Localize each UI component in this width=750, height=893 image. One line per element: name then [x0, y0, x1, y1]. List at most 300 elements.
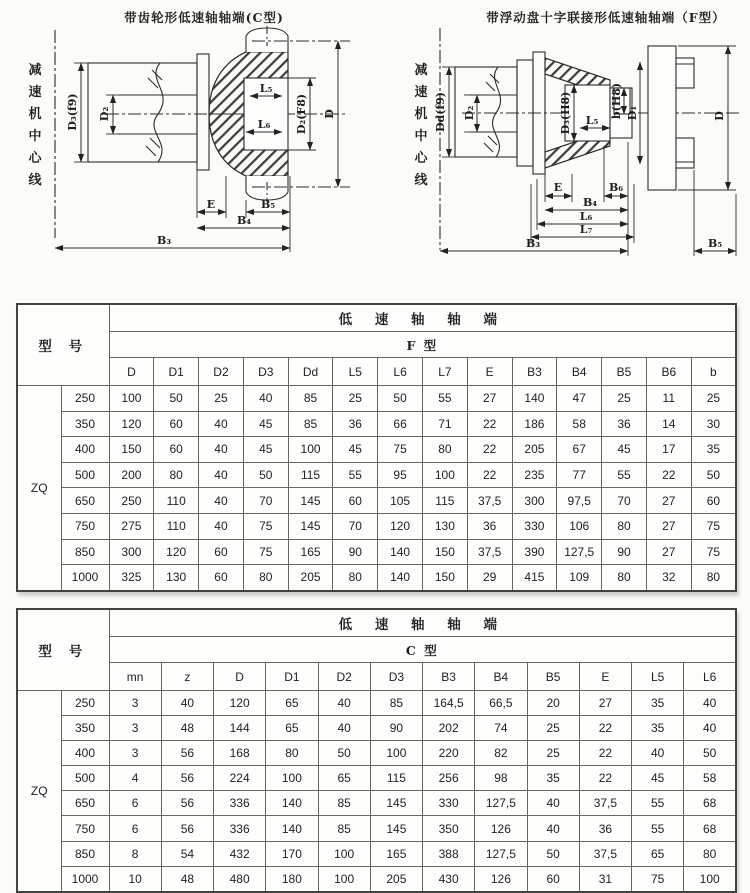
value-cell: 85 — [318, 791, 370, 816]
dim-label-bh8: b(H8) — [610, 82, 623, 120]
value-cell: 68 — [684, 791, 736, 816]
size-cell: 850 — [61, 539, 109, 565]
table-row — [17, 766, 736, 791]
value-cell: 4 — [109, 766, 161, 791]
value-cell: 55 — [602, 462, 647, 488]
value-cell: 47 — [557, 386, 602, 412]
column-header-cell: L5 — [333, 358, 378, 386]
f-type-diagram-title: 带浮动盘十字联接形低速轴轴端（F型） — [486, 10, 726, 25]
dim-label-d3: D₃(f9) — [66, 93, 79, 131]
value-cell: 97,5 — [557, 488, 602, 514]
gear-tooth-cap-top — [246, 26, 288, 52]
value-cell: 90 — [333, 539, 378, 565]
value-cell: 150 — [422, 565, 467, 591]
value-cell: 36 — [602, 411, 647, 437]
dim-label-b4: B₄ — [582, 196, 598, 209]
value-cell: 325 — [109, 565, 154, 591]
value-cell: 60 — [154, 437, 199, 463]
value-cell: 100 — [318, 866, 370, 892]
column-header-cell: B4 — [557, 358, 602, 386]
column-header-cell: B3 — [512, 358, 557, 386]
value-cell: 75 — [691, 513, 736, 539]
dim-label-d2: D₂ — [463, 105, 476, 121]
value-cell: 80 — [691, 565, 736, 591]
value-cell: 165 — [288, 539, 333, 565]
value-cell: 100 — [370, 741, 422, 766]
value-cell: 45 — [243, 411, 288, 437]
value-cell: 200 — [109, 462, 154, 488]
centerline-label: 减速机中心线 — [414, 63, 430, 188]
value-cell: 480 — [214, 866, 266, 892]
value-cell: 36 — [579, 816, 631, 841]
value-cell: 100 — [109, 386, 154, 412]
value-cell: 127,5 — [475, 791, 527, 816]
table-row — [17, 488, 736, 514]
value-cell: 25 — [691, 386, 736, 412]
dim-label-b5: B₅ — [260, 198, 276, 211]
value-cell: 22 — [579, 741, 631, 766]
size-cell: 350 — [61, 716, 109, 741]
value-cell: 202 — [423, 716, 475, 741]
column-header-cell: D1 — [154, 358, 199, 386]
value-cell: 224 — [214, 766, 266, 791]
size-cell: 750 — [61, 513, 109, 539]
value-cell: 140 — [266, 791, 318, 816]
value-cell: 35 — [691, 437, 736, 463]
value-cell: 80 — [602, 513, 647, 539]
value-cell: 14 — [646, 411, 691, 437]
value-cell: 40 — [199, 488, 244, 514]
value-cell: 330 — [423, 791, 475, 816]
column-header-cell: Dd — [288, 358, 333, 386]
header-row — [17, 663, 736, 691]
value-cell: 40 — [199, 462, 244, 488]
value-cell: 65 — [266, 691, 318, 716]
dim-label-b5: B₅ — [707, 237, 723, 250]
value-cell: 275 — [109, 513, 154, 539]
column-header-cell: E — [467, 358, 512, 386]
value-cell: 100 — [288, 437, 333, 463]
value-cell: 40 — [199, 513, 244, 539]
value-cell: 50 — [154, 386, 199, 412]
value-cell: 56 — [161, 766, 213, 791]
column-header-cell: D — [109, 358, 154, 386]
value-cell: 35 — [527, 766, 579, 791]
value-cell: 120 — [154, 539, 199, 565]
dim-label-d1: D₁ — [626, 105, 639, 121]
value-cell: 50 — [527, 841, 579, 866]
type-header-cell: C 型 — [109, 637, 736, 663]
dim-label-b3: B₃ — [525, 237, 541, 250]
dim-label-l6: L₆ — [579, 210, 593, 223]
value-cell: 27 — [646, 539, 691, 565]
value-cell: 22 — [467, 411, 512, 437]
value-cell: 32 — [646, 565, 691, 591]
value-cell: 22 — [579, 766, 631, 791]
value-cell: 45 — [602, 437, 647, 463]
value-cell: 45 — [333, 437, 378, 463]
column-header-cell: z — [161, 663, 213, 691]
value-cell: 22 — [579, 716, 631, 741]
dim-label-d: D — [713, 111, 726, 121]
column-header-cell: B6 — [646, 358, 691, 386]
value-cell: 55 — [632, 791, 684, 816]
size-cell: 400 — [61, 741, 109, 766]
value-cell: 40 — [684, 716, 736, 741]
column-header-cell: D1 — [266, 663, 318, 691]
column-header-cell: E — [579, 663, 631, 691]
column-header-cell: D2 — [318, 663, 370, 691]
value-cell: 37,5 — [467, 488, 512, 514]
value-cell: 68 — [684, 816, 736, 841]
dim-label-d2: D₂ — [98, 106, 111, 122]
size-cell: 650 — [61, 488, 109, 514]
value-cell: 300 — [512, 488, 557, 514]
value-cell: 37,5 — [579, 791, 631, 816]
value-cell: 22 — [646, 462, 691, 488]
value-cell: 80 — [422, 437, 467, 463]
value-cell: 75 — [243, 513, 288, 539]
value-cell: 144 — [214, 716, 266, 741]
value-cell: 126 — [475, 816, 527, 841]
value-cell: 40 — [632, 741, 684, 766]
table-body — [17, 691, 736, 892]
value-cell: 120 — [378, 513, 423, 539]
column-header-cell: B5 — [527, 663, 579, 691]
value-cell: 3 — [109, 741, 161, 766]
value-cell: 40 — [318, 716, 370, 741]
value-cell: 25 — [602, 386, 647, 412]
size-cell: 250 — [61, 386, 109, 412]
value-cell: 50 — [684, 741, 736, 766]
value-cell: 22 — [467, 437, 512, 463]
value-cell: 37,5 — [467, 539, 512, 565]
value-cell: 25 — [527, 741, 579, 766]
value-cell: 205 — [288, 565, 333, 591]
value-cell: 50 — [243, 462, 288, 488]
column-header-cell: D3 — [243, 358, 288, 386]
value-cell: 336 — [214, 791, 266, 816]
table-body — [17, 386, 736, 591]
table-row — [17, 841, 736, 866]
value-cell: 20 — [527, 691, 579, 716]
value-cell: 35 — [632, 716, 684, 741]
model-header-cell: 型 号 — [17, 304, 109, 386]
value-cell: 25 — [199, 386, 244, 412]
value-cell: 65 — [632, 841, 684, 866]
header-row — [17, 304, 736, 332]
value-cell: 145 — [370, 816, 422, 841]
value-cell: 17 — [646, 437, 691, 463]
column-header-cell: B5 — [602, 358, 647, 386]
size-cell: 250 — [61, 691, 109, 716]
size-cell: 1000 — [61, 565, 109, 591]
value-cell: 109 — [557, 565, 602, 591]
value-cell: 80 — [266, 741, 318, 766]
value-cell: 85 — [318, 816, 370, 841]
value-cell: 105 — [378, 488, 423, 514]
size-cell: 750 — [61, 816, 109, 841]
value-cell: 115 — [288, 462, 333, 488]
column-header-cell: D2 — [199, 358, 244, 386]
value-cell: 60 — [691, 488, 736, 514]
column-header-cell: L5 — [632, 663, 684, 691]
value-cell: 90 — [370, 716, 422, 741]
value-cell: 110 — [154, 513, 199, 539]
header-row — [17, 332, 736, 358]
value-cell: 336 — [214, 816, 266, 841]
header-row — [17, 637, 736, 663]
value-cell: 71 — [422, 411, 467, 437]
column-header-cell: B4 — [475, 663, 527, 691]
value-cell: 164,5 — [423, 691, 475, 716]
value-cell: 66,5 — [475, 691, 527, 716]
dim-label-l5: L₅ — [259, 82, 273, 95]
value-cell: 205 — [512, 437, 557, 463]
value-cell: 55 — [422, 386, 467, 412]
dim-label-b6: B₆ — [608, 181, 624, 194]
value-cell: 85 — [370, 691, 422, 716]
value-cell: 22 — [467, 462, 512, 488]
value-cell: 130 — [154, 565, 199, 591]
value-cell: 60 — [333, 488, 378, 514]
value-cell: 100 — [318, 841, 370, 866]
f-type-dimension-table — [16, 303, 737, 592]
dim-label-e: E — [553, 181, 563, 194]
table-row — [17, 386, 736, 412]
table-row — [17, 437, 736, 463]
dim-label-l5: L₅ — [585, 114, 599, 127]
c-type-diagram-title: 带齿轮形低速轴轴端(C型) — [124, 10, 284, 25]
value-cell: 11 — [646, 386, 691, 412]
value-cell: 150 — [109, 437, 154, 463]
value-cell: 48 — [161, 716, 213, 741]
value-cell: 70 — [333, 513, 378, 539]
value-cell: 58 — [557, 411, 602, 437]
c-type-diagram — [14, 26, 386, 267]
group-header-cell: 低 速 轴 轴 端 — [109, 609, 736, 637]
value-cell: 330 — [512, 513, 557, 539]
value-cell: 56 — [161, 816, 213, 841]
size-cell: 1000 — [61, 866, 109, 892]
value-cell: 27 — [646, 513, 691, 539]
value-cell: 66 — [378, 411, 423, 437]
value-cell: 31 — [579, 866, 631, 892]
model-header-cell: 型 号 — [17, 609, 109, 691]
value-cell: 55 — [333, 462, 378, 488]
value-cell: 90 — [602, 539, 647, 565]
value-cell: 48 — [161, 866, 213, 892]
value-cell: 205 — [370, 866, 422, 892]
value-cell: 60 — [154, 411, 199, 437]
value-cell: 80 — [243, 565, 288, 591]
value-cell: 180 — [266, 866, 318, 892]
value-cell: 106 — [557, 513, 602, 539]
value-cell: 98 — [475, 766, 527, 791]
value-cell: 390 — [512, 539, 557, 565]
value-cell: 140 — [266, 816, 318, 841]
value-cell: 430 — [423, 866, 475, 892]
f-type-diagram — [398, 24, 750, 271]
value-cell: 75 — [691, 539, 736, 565]
value-cell: 55 — [632, 816, 684, 841]
value-cell: 8 — [109, 841, 161, 866]
table-row — [17, 411, 736, 437]
value-cell: 58 — [684, 766, 736, 791]
value-cell: 40 — [684, 691, 736, 716]
value-cell: 40 — [199, 437, 244, 463]
value-cell: 3 — [109, 716, 161, 741]
value-cell: 56 — [161, 791, 213, 816]
value-cell: 60 — [199, 539, 244, 565]
value-cell: 145 — [288, 513, 333, 539]
value-cell: 40 — [243, 386, 288, 412]
dim-label-l6: L₆ — [257, 118, 271, 131]
value-cell: 29 — [467, 565, 512, 591]
table-row — [17, 741, 736, 766]
value-cell: 126 — [475, 866, 527, 892]
value-cell: 27 — [467, 386, 512, 412]
value-cell: 36 — [333, 411, 378, 437]
value-cell: 60 — [527, 866, 579, 892]
value-cell: 40 — [527, 791, 579, 816]
value-cell: 35 — [632, 691, 684, 716]
dim-label-dd: Dd(f9) — [434, 91, 447, 133]
value-cell: 186 — [512, 411, 557, 437]
value-cell: 235 — [512, 462, 557, 488]
value-cell: 30 — [691, 411, 736, 437]
size-cell: 500 — [61, 766, 109, 791]
table-header — [17, 609, 736, 691]
column-header-cell: D3 — [370, 663, 422, 691]
value-cell: 140 — [378, 565, 423, 591]
value-cell: 36 — [467, 513, 512, 539]
table-row — [17, 539, 736, 565]
value-cell: 256 — [423, 766, 475, 791]
value-cell: 70 — [602, 488, 647, 514]
size-cell: 400 — [61, 437, 109, 463]
c-type-dimension-table — [16, 608, 737, 893]
column-header-cell: L6 — [378, 358, 423, 386]
value-cell: 120 — [214, 691, 266, 716]
size-cell: 500 — [61, 462, 109, 488]
value-cell: 75 — [243, 539, 288, 565]
value-cell: 75 — [378, 437, 423, 463]
value-cell: 54 — [161, 841, 213, 866]
value-cell: 140 — [512, 386, 557, 412]
model-label-cell: ZQ — [17, 386, 61, 591]
value-cell: 45 — [243, 437, 288, 463]
dim-label-d2f8: D₂(F8) — [295, 93, 308, 135]
value-cell: 80 — [154, 462, 199, 488]
value-cell: 140 — [378, 539, 423, 565]
end-plate — [197, 54, 209, 170]
centerline-label: 减速机中心线 — [28, 63, 44, 188]
value-cell: 74 — [475, 716, 527, 741]
value-cell: 168 — [214, 741, 266, 766]
value-cell: 415 — [512, 565, 557, 591]
value-cell: 80 — [602, 565, 647, 591]
dim-label-d3h8: D₃(H8) — [559, 91, 572, 135]
header-row — [17, 609, 736, 637]
column-header-cell: B3 — [423, 663, 475, 691]
value-cell: 127,5 — [475, 841, 527, 866]
column-header-cell: D — [214, 663, 266, 691]
value-cell: 85 — [288, 386, 333, 412]
value-cell: 75 — [632, 866, 684, 892]
table-row — [17, 816, 736, 841]
value-cell: 115 — [422, 488, 467, 514]
column-header-cell: mn — [109, 663, 161, 691]
value-cell: 6 — [109, 791, 161, 816]
table-header — [17, 304, 736, 386]
value-cell: 40 — [527, 816, 579, 841]
dim-label-e: E — [206, 198, 216, 211]
value-cell: 95 — [378, 462, 423, 488]
value-cell: 80 — [684, 841, 736, 866]
value-cell: 170 — [266, 841, 318, 866]
value-cell: 300 — [109, 539, 154, 565]
value-cell: 100 — [684, 866, 736, 892]
table-row — [17, 791, 736, 816]
dim-label-l7: L₇ — [579, 223, 593, 236]
value-cell: 150 — [422, 539, 467, 565]
value-cell: 56 — [161, 741, 213, 766]
value-cell: 432 — [214, 841, 266, 866]
value-cell: 50 — [691, 462, 736, 488]
value-cell: 110 — [154, 488, 199, 514]
value-cell: 27 — [646, 488, 691, 514]
table-row — [17, 462, 736, 488]
column-header-cell: L6 — [684, 663, 736, 691]
value-cell: 40 — [199, 411, 244, 437]
model-label-cell: ZQ — [17, 691, 61, 892]
value-cell: 70 — [243, 488, 288, 514]
value-cell: 50 — [378, 386, 423, 412]
value-cell: 85 — [288, 411, 333, 437]
value-cell: 67 — [557, 437, 602, 463]
table-row — [17, 866, 736, 892]
value-cell: 25 — [527, 716, 579, 741]
table-row — [17, 565, 736, 591]
column-header-cell: b — [691, 358, 736, 386]
size-cell: 650 — [61, 791, 109, 816]
table-row — [17, 716, 736, 741]
value-cell: 350 — [423, 816, 475, 841]
value-cell: 100 — [266, 766, 318, 791]
value-cell: 10 — [109, 866, 161, 892]
value-cell: 80 — [333, 565, 378, 591]
value-cell: 40 — [161, 691, 213, 716]
value-cell: 145 — [370, 791, 422, 816]
c-type-dimension-table-wrap — [16, 608, 737, 893]
group-header-cell: 低 速 轴 轴 端 — [109, 304, 736, 332]
value-cell: 250 — [109, 488, 154, 514]
f-type-dimension-table-wrap — [16, 303, 737, 592]
value-cell: 3 — [109, 691, 161, 716]
size-cell: 850 — [61, 841, 109, 866]
value-cell: 60 — [199, 565, 244, 591]
value-cell: 50 — [318, 741, 370, 766]
value-cell: 120 — [109, 411, 154, 437]
value-cell: 77 — [557, 462, 602, 488]
value-cell: 82 — [475, 741, 527, 766]
value-cell: 165 — [370, 841, 422, 866]
value-cell: 100 — [422, 462, 467, 488]
value-cell: 25 — [333, 386, 378, 412]
value-cell: 127,5 — [557, 539, 602, 565]
dim-label-b4: B₄ — [236, 214, 252, 227]
